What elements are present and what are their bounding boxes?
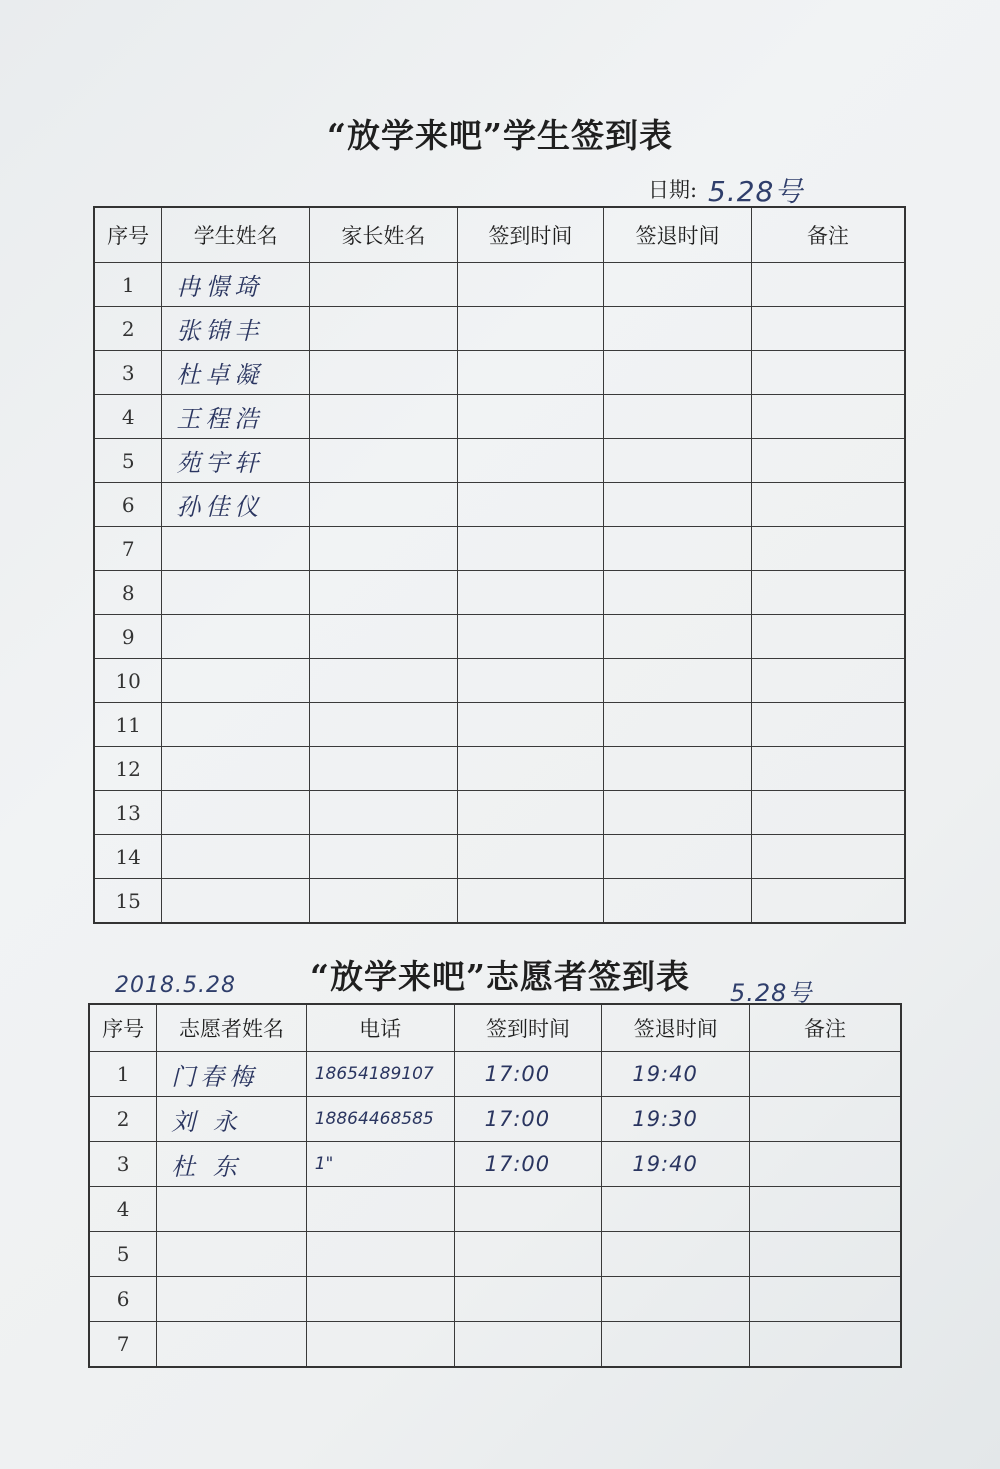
checkin-time-cell xyxy=(457,703,604,747)
student-name-cell xyxy=(162,747,310,791)
checkin-time-cell xyxy=(457,439,604,483)
student-name-cell xyxy=(162,791,310,835)
row-number-cell: 4 xyxy=(94,395,162,439)
row-number-cell: 11 xyxy=(94,703,162,747)
checkout-time-cell xyxy=(602,1322,750,1368)
table-row xyxy=(89,1277,901,1322)
row-number-cell: 7 xyxy=(94,527,162,571)
row-number-cell: 5 xyxy=(89,1232,157,1277)
parent-name-cell xyxy=(310,395,458,439)
note-cell xyxy=(751,307,905,351)
note-cell xyxy=(750,1097,901,1142)
checkin-time-cell: 17:00 xyxy=(454,1097,602,1142)
column-header: 序号 xyxy=(89,1004,157,1052)
checkout-time-cell: 19:30 xyxy=(602,1097,750,1142)
row-number-cell: 6 xyxy=(89,1277,157,1322)
row-number-cell: 5 xyxy=(94,439,162,483)
table-row xyxy=(94,263,905,307)
note-cell xyxy=(750,1142,901,1187)
table-row xyxy=(94,527,905,571)
volunteer-table-header xyxy=(89,1004,901,1052)
column-header: 签退时间 xyxy=(604,207,752,263)
parent-name-cell xyxy=(310,571,458,615)
table-row xyxy=(94,571,905,615)
checkin-time-cell: 17:00 xyxy=(454,1142,602,1187)
parent-name-cell xyxy=(310,307,458,351)
checkin-time-cell xyxy=(454,1322,602,1368)
table-row xyxy=(94,879,905,924)
parent-name-cell xyxy=(310,835,458,879)
student-name-cell: 张锦丰 xyxy=(162,307,310,351)
parent-name-cell xyxy=(310,439,458,483)
checkout-time-cell xyxy=(604,791,752,835)
table-row xyxy=(89,1097,901,1142)
table-row xyxy=(94,791,905,835)
date-label: 日期: xyxy=(648,178,698,202)
student-table-header xyxy=(94,207,905,263)
table-row xyxy=(89,1142,901,1187)
checkin-time-cell xyxy=(454,1277,602,1322)
note-cell xyxy=(751,527,905,571)
volunteer-sheet-title: “放学来吧”志愿者签到表 xyxy=(310,957,690,996)
row-number-cell: 1 xyxy=(89,1052,157,1097)
volunteer-name-cell xyxy=(157,1232,306,1277)
checkout-time-cell xyxy=(604,835,752,879)
table-row xyxy=(89,1232,901,1277)
note-cell xyxy=(751,791,905,835)
checkout-time-cell xyxy=(604,879,752,924)
table-row xyxy=(94,351,905,395)
checkout-time-cell xyxy=(604,527,752,571)
row-number-cell: 10 xyxy=(94,659,162,703)
column-header: 电话 xyxy=(306,1004,454,1052)
row-number-cell: 12 xyxy=(94,747,162,791)
checkout-time-cell xyxy=(604,747,752,791)
row-number-cell: 3 xyxy=(89,1142,157,1187)
note-cell xyxy=(750,1322,901,1368)
column-header: 签到时间 xyxy=(454,1004,602,1052)
checkout-time-cell xyxy=(602,1277,750,1322)
note-cell xyxy=(751,879,905,924)
volunteer-name-cell xyxy=(157,1322,306,1368)
note-cell xyxy=(751,703,905,747)
note-cell xyxy=(750,1052,901,1097)
table-row xyxy=(89,1187,901,1232)
checkout-time-cell xyxy=(604,615,752,659)
row-number-cell: 15 xyxy=(94,879,162,924)
phone-cell: 18864468585 xyxy=(306,1097,454,1142)
parent-name-cell xyxy=(310,483,458,527)
note-cell xyxy=(750,1187,901,1232)
note-cell xyxy=(751,395,905,439)
table-row xyxy=(94,659,905,703)
checkin-time-cell: 17:00 xyxy=(454,1052,602,1097)
checkin-time-cell xyxy=(457,483,604,527)
volunteer-name-cell: 刘 永 xyxy=(157,1097,306,1142)
table-row xyxy=(94,483,905,527)
table-row xyxy=(94,615,905,659)
checkin-time-cell xyxy=(454,1232,602,1277)
phone-cell xyxy=(306,1187,454,1232)
checkout-time-cell xyxy=(604,263,752,307)
column-header: 序号 xyxy=(94,207,162,263)
row-number-cell: 3 xyxy=(94,351,162,395)
row-number-cell: 2 xyxy=(94,307,162,351)
note-cell xyxy=(751,483,905,527)
checkin-time-cell xyxy=(457,879,604,924)
row-number-cell: 13 xyxy=(94,791,162,835)
checkin-time-cell xyxy=(457,571,604,615)
checkout-time-cell: 19:40 xyxy=(602,1142,750,1187)
column-header: 家长姓名 xyxy=(310,207,458,263)
handwritten-date: 5.28号 xyxy=(708,175,804,208)
phone-cell xyxy=(306,1232,454,1277)
table-row xyxy=(94,307,905,351)
row-number-cell: 1 xyxy=(94,263,162,307)
column-header: 签退时间 xyxy=(602,1004,750,1052)
checkin-time-cell xyxy=(454,1187,602,1232)
row-number-cell: 7 xyxy=(89,1322,157,1368)
student-name-cell: 王程浩 xyxy=(162,395,310,439)
table-row xyxy=(94,395,905,439)
note-cell xyxy=(751,659,905,703)
note-cell xyxy=(751,615,905,659)
table-row xyxy=(94,439,905,483)
table-row xyxy=(89,1322,901,1368)
note-cell xyxy=(751,747,905,791)
checkout-time-cell xyxy=(602,1232,750,1277)
row-number-cell: 9 xyxy=(94,615,162,659)
row-number-cell: 8 xyxy=(94,571,162,615)
row-number-cell: 4 xyxy=(89,1187,157,1232)
student-name-cell: 苑宇轩 xyxy=(162,439,310,483)
student-name-cell xyxy=(162,879,310,924)
phone-cell: 18654189107 xyxy=(306,1052,454,1097)
checkout-time-cell xyxy=(604,439,752,483)
phone-cell xyxy=(306,1322,454,1368)
volunteer-name-cell xyxy=(157,1187,306,1232)
volunteer-name-cell xyxy=(157,1277,306,1322)
parent-name-cell xyxy=(310,527,458,571)
handwritten-date-right: 5.28号 xyxy=(730,979,813,1007)
parent-name-cell xyxy=(310,703,458,747)
student-sheet-title: “放学来吧”学生签到表 xyxy=(327,116,673,155)
student-name-cell xyxy=(162,615,310,659)
handwritten-date-left: 2018.5.28 xyxy=(115,973,236,998)
checkout-time-cell xyxy=(604,703,752,747)
parent-name-cell xyxy=(310,351,458,395)
column-header: 志愿者姓名 xyxy=(157,1004,306,1052)
note-cell xyxy=(751,263,905,307)
column-header: 签到时间 xyxy=(457,207,604,263)
parent-name-cell xyxy=(310,263,458,307)
checkin-time-cell xyxy=(457,263,604,307)
table-row xyxy=(94,703,905,747)
note-cell xyxy=(750,1277,901,1322)
volunteer-name-cell: 杜 东 xyxy=(157,1142,306,1187)
checkout-time-cell xyxy=(604,571,752,615)
student-name-cell: 杜卓凝 xyxy=(162,351,310,395)
phone-cell xyxy=(306,1277,454,1322)
note-cell xyxy=(751,835,905,879)
parent-name-cell xyxy=(310,791,458,835)
row-number-cell: 6 xyxy=(94,483,162,527)
student-name-cell xyxy=(162,527,310,571)
checkin-time-cell xyxy=(457,835,604,879)
student-name-cell: 孙佳仪 xyxy=(162,483,310,527)
checkout-time-cell xyxy=(604,307,752,351)
checkin-time-cell xyxy=(457,659,604,703)
student-name-cell xyxy=(162,703,310,747)
table-row xyxy=(94,835,905,879)
student-name-cell xyxy=(162,835,310,879)
volunteer-name-cell: 门春梅 xyxy=(157,1052,306,1097)
checkin-time-cell xyxy=(457,351,604,395)
volunteer-signin-table xyxy=(88,1003,902,1368)
parent-name-cell xyxy=(310,615,458,659)
checkout-time-cell xyxy=(604,659,752,703)
checkin-time-cell xyxy=(457,615,604,659)
parent-name-cell xyxy=(310,747,458,791)
checkin-time-cell xyxy=(457,307,604,351)
table-row xyxy=(89,1052,901,1097)
column-header: 备注 xyxy=(751,207,905,263)
phone-cell: 1" xyxy=(306,1142,454,1187)
note-cell xyxy=(751,351,905,395)
row-number-cell: 2 xyxy=(89,1097,157,1142)
parent-name-cell xyxy=(310,659,458,703)
student-name-cell: 冉憬琦 xyxy=(162,263,310,307)
note-cell xyxy=(751,439,905,483)
student-signin-table xyxy=(93,206,906,924)
checkin-time-cell xyxy=(457,791,604,835)
note-cell xyxy=(750,1232,901,1277)
column-header: 备注 xyxy=(750,1004,901,1052)
checkin-time-cell xyxy=(457,747,604,791)
student-name-cell xyxy=(162,571,310,615)
checkout-time-cell xyxy=(604,395,752,439)
note-cell xyxy=(751,571,905,615)
checkout-time-cell: 19:40 xyxy=(602,1052,750,1097)
column-header: 学生姓名 xyxy=(162,207,310,263)
checkin-time-cell xyxy=(457,395,604,439)
row-number-cell: 14 xyxy=(94,835,162,879)
table-row xyxy=(94,747,905,791)
checkout-time-cell xyxy=(602,1187,750,1232)
student-name-cell xyxy=(162,659,310,703)
checkin-time-cell xyxy=(457,527,604,571)
parent-name-cell xyxy=(310,879,458,924)
checkout-time-cell xyxy=(604,351,752,395)
checkout-time-cell xyxy=(604,483,752,527)
